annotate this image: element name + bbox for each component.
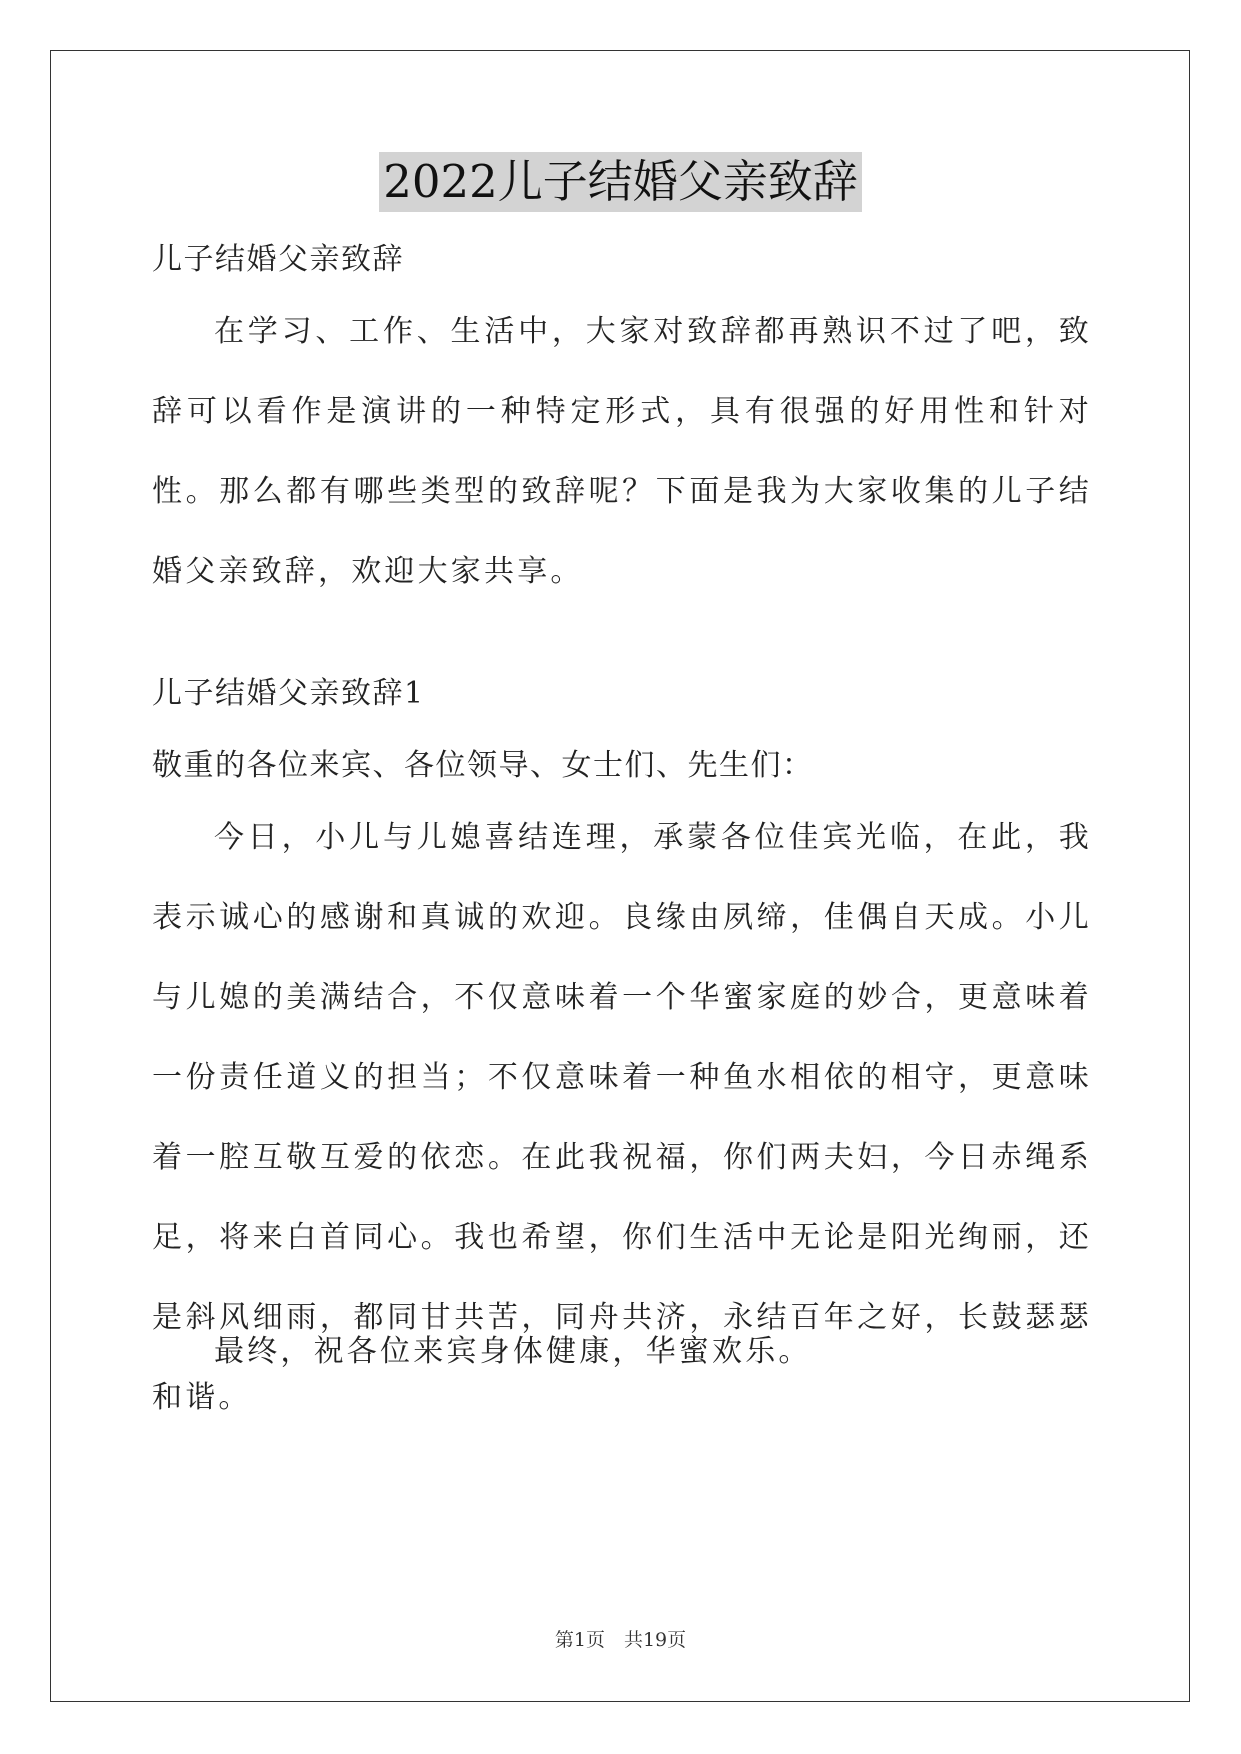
intro-paragraph: 在学习、工作、生活中，大家对致辞都再熟识不过了吧，致辞可以看作是演讲的一种特定形式，具有很强的好用性和针对性。那么都有哪些类型的致辞呢？下面是我为大家收集的儿子结婚父亲致辞，欢迎大家共享。 (152, 314, 1092, 589)
document-title: 2022儿子结婚父亲致辞 (379, 152, 862, 212)
page-number: 第1页 共19页 (554, 1629, 687, 1651)
body-paragraph: 今日，小儿与儿媳喜结连理，承蒙各位佳宾光临，在此，我表示诚心的感谢和真诚的欢迎。良缘由夙缔，佳偶自天成。小儿与儿媳的美满结合，不仅意味着一个华蜜家庭的妙合，更意味着一份责任道义的担当；不仅意味着一种鱼水相依的相守，更意味着一腔互敬互爱的依恋。在此我祝福，你们两夫妇，今日赤绳系足，将来白首同心。我也希望，你们生活中无论是阳光绚丽，还是斜风细雨，都同甘共苦，同舟共济，永结百年之好，长鼓瑟瑟和谐。 (152, 820, 1092, 1415)
section-heading: 儿子结婚父亲致辞1 (152, 676, 425, 711)
salutation: 敬重的各位来宾、各位领导、女士们、先生们： (152, 748, 814, 783)
closing-paragraph: 最终，祝各位来宾身体健康，华蜜欢乐。 (214, 1334, 812, 1369)
document-subtitle: 儿子结婚父亲致辞 (152, 242, 404, 277)
title-container (0, 152, 1241, 212)
